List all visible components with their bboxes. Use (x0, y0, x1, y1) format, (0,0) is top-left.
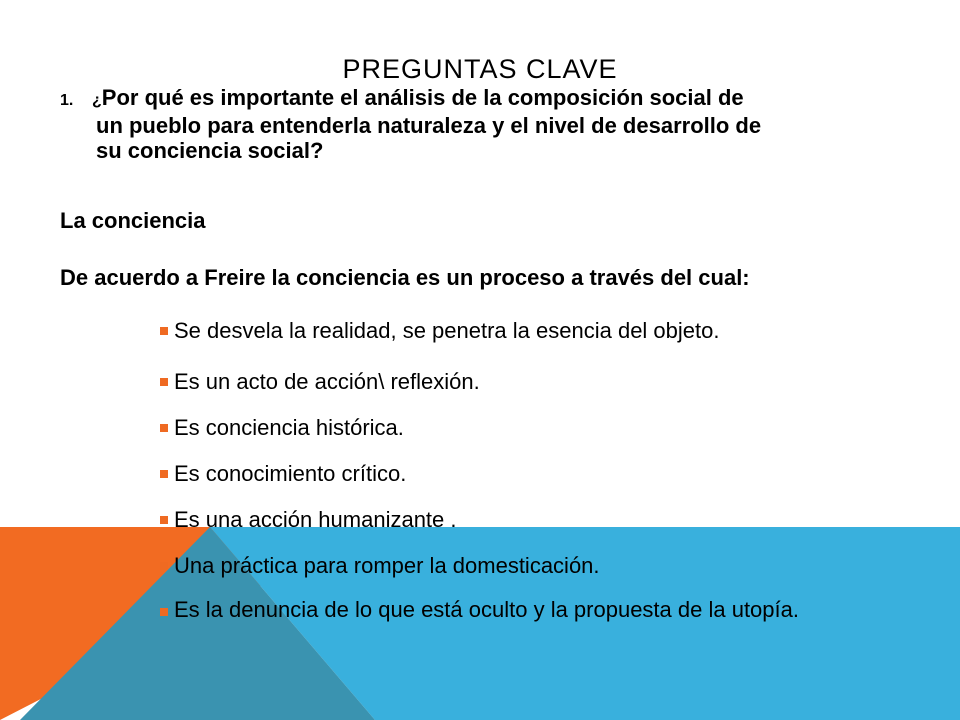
bullet-text: Es un acto de acción\ reflexión. (174, 369, 480, 394)
intro-text: De acuerdo a Freire la conciencia es un proceso a través del cual: (60, 265, 750, 290)
slide-title: PREGUNTAS CLAVE (342, 54, 618, 84)
square-bullet-icon (160, 516, 168, 524)
question-number: 1. (60, 92, 74, 109)
question-line-1 (60, 85, 880, 113)
bullet-text: Es la denuncia de lo que está oculto y la propuesta de la utopía. (174, 597, 799, 622)
square-bullet-icon (160, 608, 168, 616)
square-bullet-icon (160, 470, 168, 478)
bullet-text: Es una acción humanizante . (174, 507, 457, 532)
bullet-text: Es conciencia histórica. (174, 415, 404, 440)
question-line-2: un pueblo para entenderla naturaleza y el nivel de desarrollo de (96, 113, 762, 138)
bullet-text: Una práctica para romper la domesticación. (174, 553, 600, 578)
question-text-1: Por qué es importante el análisis de la composición social de (101, 85, 744, 110)
section-heading: La conciencia (60, 208, 206, 233)
square-bullet-icon (160, 378, 168, 386)
bullet-text: Es conocimiento crítico. (174, 461, 407, 486)
square-bullet-icon (160, 327, 168, 335)
question-inverted-mark: ¿ (92, 92, 102, 109)
question-line-3: su conciencia social? (96, 138, 324, 163)
square-bullet-icon (160, 562, 168, 570)
square-bullet-icon (160, 424, 168, 432)
bullet-text: Se desvela la realidad, se penetra la esencia del objeto. (174, 318, 720, 343)
key-question (60, 85, 880, 163)
